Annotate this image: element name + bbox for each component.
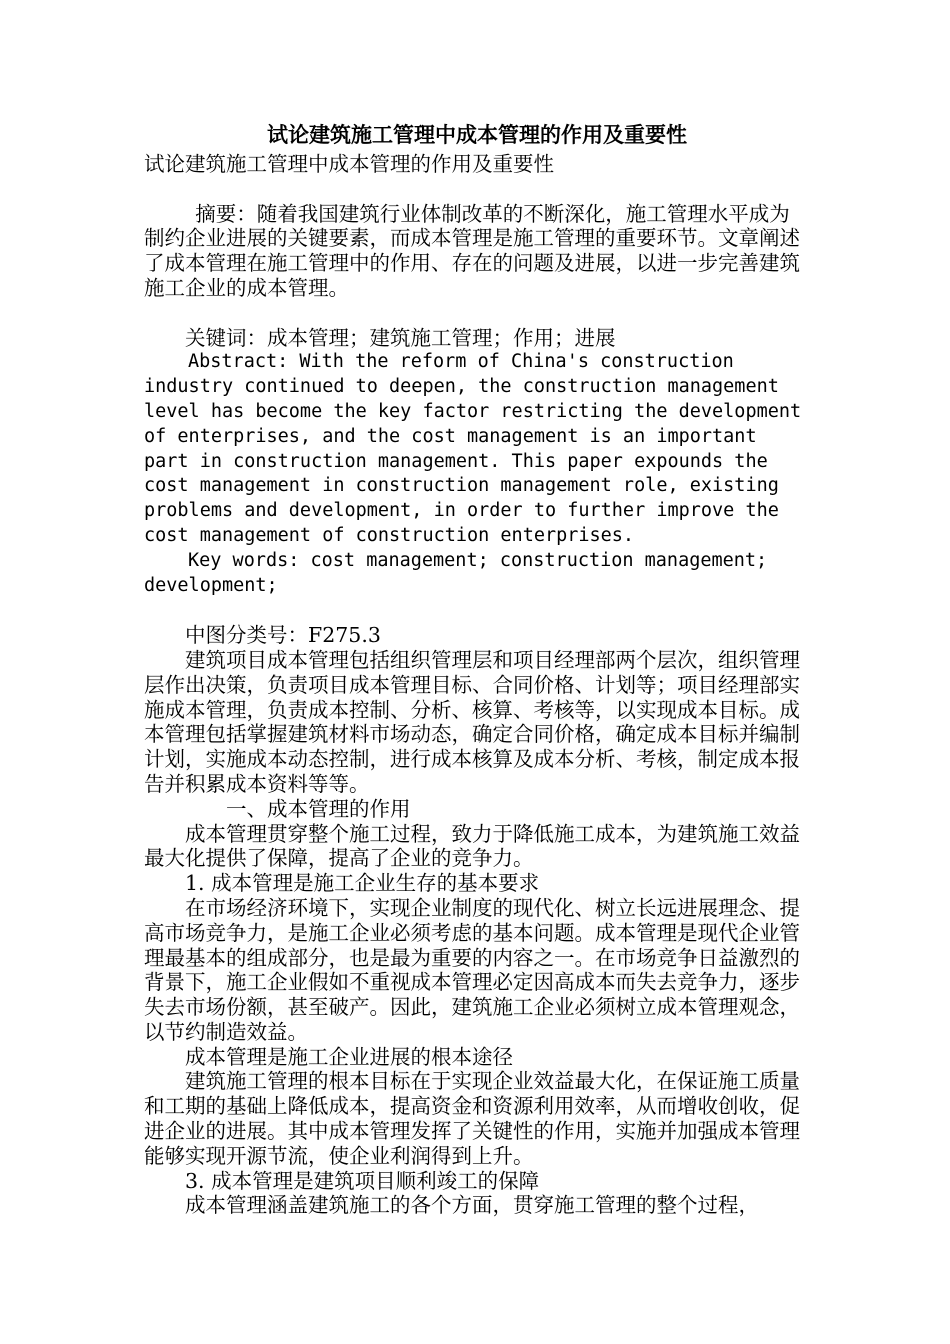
subsection-1-body: 在市场经济环境下，实现企业制度的现代化、树立长远进展理念、提高市场竞争力，是施工企业必须考虑的基本问题。成本管理是现代企业管理最基本的组成部分，也是最为重要的内容之一。在市场竞争日益激烈的背景下，施工企业假如不重视成本管理必定因高成本而失去竞争力，逐步失去市场份额，甚至破产。因此，建筑施工企业必须树立成本管理观念，以节约制造效益。 (144, 895, 800, 1044)
subsection-2-body: 建筑施工管理的根本目标在于实现企业效益最大化，在保证施工质量和工期的基础上降低成本，提高资金和资源利用效率，从而增收创收，促进企业的进展。其中成本管理发挥了关键性的作用，实施并加强成本管理能够实现开源节流，使企业利润得到上升。 (144, 1069, 800, 1168)
document-page (144, 118, 810, 1218)
classification-number: 中图分类号：F275.3 (185, 623, 381, 648)
keywords-en: Key words: cost management; construction management; development; (144, 549, 768, 596)
abstract-en: Abstract: With the reform of China's construction industry continued to deepen, the construction management level has become the key factor restricting the development of enterprises, and the cost management is an important part in construction management. This paper expounds the cost management in construction management role, existing problems and development, in order to further improve the cost management of construction enterprises. (144, 351, 802, 546)
subsection-2-heading: 成本管理是施工企业进展的根本途径 (185, 1044, 513, 1069)
subsection-3-body: 成本管理涵盖建筑施工的各个方面，贯穿施工管理的整个过程， (185, 1193, 759, 1218)
section-1-heading: 一、成本管理的作用 (226, 796, 411, 821)
section-1-intro: 成本管理贯穿整个施工过程，致力于降低施工成本，为建筑施工效益最大化提供了保障，提高了企业的竞争力。 (144, 821, 800, 871)
document-subtitle: 试论建筑施工管理中成本管理的作用及重要性 (144, 152, 554, 176)
abstract-cn: 摘要：随着我国建筑行业体制改革的不断深化，施工管理水平成为制约企业进展的关键要素，而成本管理是施工管理的重要环节。文章阐述了成本管理在施工管理中的作用、存在的问题及进展，以进一步完善建筑施工企业的成本管理。 (144, 201, 800, 300)
blank-line (144, 301, 810, 326)
subsection-3-heading: 3. 成本管理是建筑项目顺利竣工的保障 (185, 1168, 540, 1193)
subsection-1-heading: 1. 成本管理是施工企业生存的基本要求 (185, 871, 540, 896)
document-title: 试论建筑施工管理中成本管理的作用及重要性 (267, 122, 687, 147)
intro-paragraph: 建筑项目成本管理包括组织管理层和项目经理部两个层次，组织管理层作出决策，负责项目成本管理目标、合同价格、计划等；项目经理部实施成本管理，负责成本控制、分析、核算、考核等，以实现成本目标。成本管理包括掌握建筑材料市场动态，确定合同价格，确定成本目标并编制计划，实施成本动态控制，进行成本核算及成本分析、考核，制定成本报告并积累成本资料等等。 (144, 647, 800, 796)
keywords-cn: 关键词：成本管理；建筑施工管理；作用；进展 (185, 325, 616, 350)
blank-line (144, 177, 810, 202)
blank-line (144, 598, 810, 623)
